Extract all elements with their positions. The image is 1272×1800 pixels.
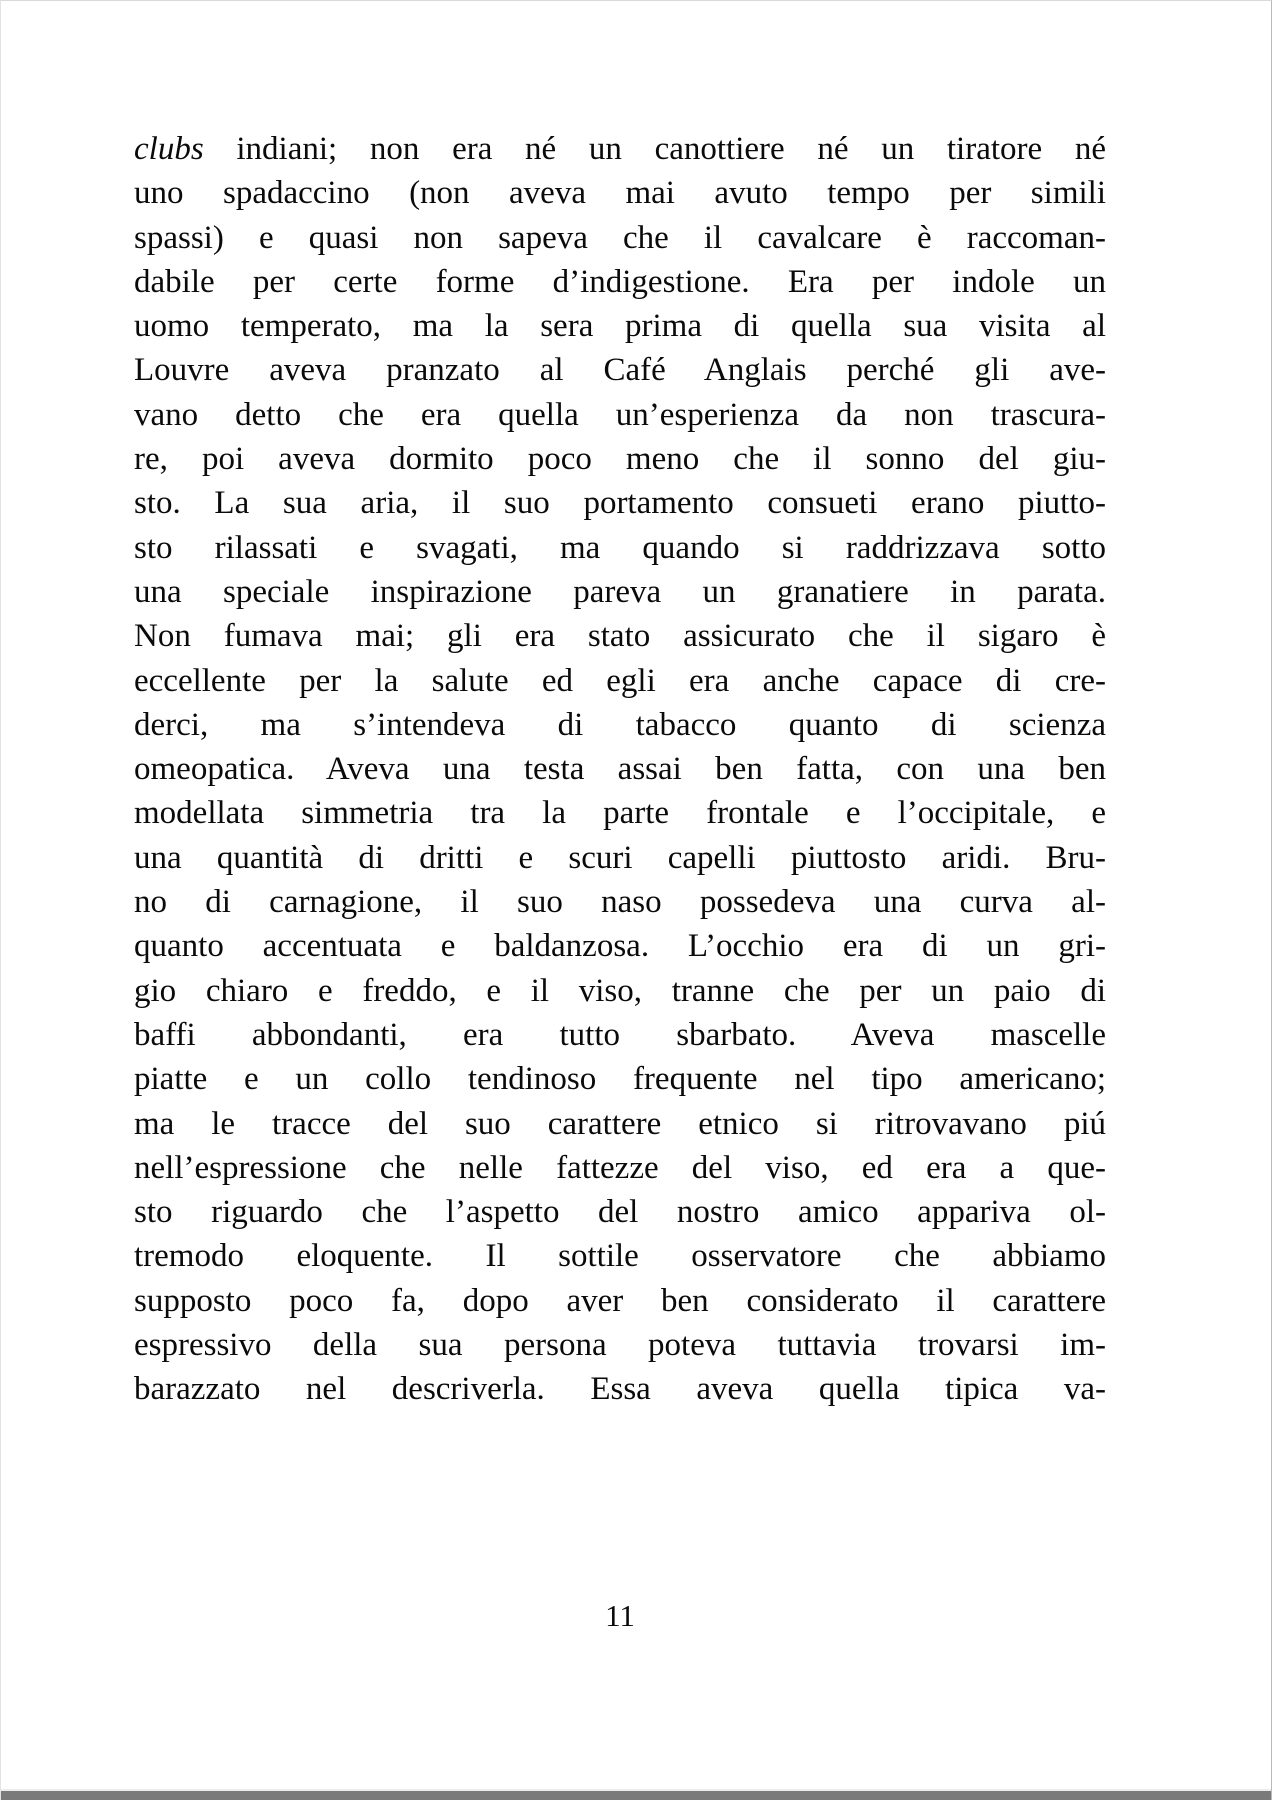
text-segment: supposto poco fa, dopo aver ben considerato il carattere	[134, 1282, 1106, 1319]
text-segment: omeopatica. Aveva una testa assai ben fatta, con una ben	[134, 751, 1106, 788]
text-segment: dabile per certe forme d’indigestione. Era per indole un	[134, 263, 1106, 300]
text-line	[134, 1323, 1106, 1367]
text-line	[134, 1234, 1106, 1278]
text-line	[134, 570, 1106, 614]
text-segment: quanto accentuata e baldanzosa. L’occhio era di un gri-	[134, 928, 1106, 965]
text-line	[134, 1367, 1106, 1411]
page-number: 11	[605, 1598, 635, 1633]
text-line	[134, 1279, 1106, 1323]
text-segment: gio chiaro e freddo, e il viso, tranne che per un paio di	[134, 972, 1106, 1009]
text-segment: indiani; non era né un canottiere né un tiratore né	[203, 131, 1106, 167]
text-line	[134, 659, 1106, 703]
text-segment: derci, ma s’intendeva di tabacco quanto di scienza	[134, 706, 1106, 743]
text-line	[134, 703, 1106, 747]
text-line	[134, 171, 1106, 215]
horizontal-scrollbar[interactable]	[1, 1789, 1271, 1800]
text-segment: tremodo eloquente. Il sottile osservatore che abbiamo	[134, 1238, 1106, 1275]
text-line	[134, 1146, 1106, 1190]
text-line	[134, 836, 1106, 880]
text-segment: no di carnagione, il suo naso possedeva una curva al-	[134, 884, 1106, 921]
text-line	[134, 526, 1106, 570]
text-segment: nell’espressione che nelle fattezze del viso, ed era a que-	[134, 1149, 1106, 1186]
text-line	[134, 969, 1106, 1013]
text-segment: vano detto che era quella un’esperienza da non trascura-	[134, 396, 1106, 433]
text-line	[134, 481, 1106, 525]
text-line	[134, 260, 1106, 304]
text-segment: eccellente per la salute ed egli era anche capace di cre-	[134, 662, 1106, 699]
text-line	[134, 348, 1106, 392]
text-segment: uno spadaccino (non aveva mai avuto tempo per simili	[134, 175, 1106, 212]
text-line	[134, 393, 1106, 437]
text-segment: Non fumava mai; gli era stato assicurato che il sigaro è	[134, 618, 1106, 655]
body-text	[134, 127, 1106, 1412]
text-segment: una speciale inspirazione pareva un granatiere in parata.	[134, 573, 1106, 610]
text-line	[134, 437, 1106, 481]
text-segment: sto riguardo che l’aspetto del nostro amico appariva ol-	[134, 1194, 1106, 1231]
text-line	[134, 1190, 1106, 1234]
text-segment: sto. La sua aria, il suo portamento consueti erano piutto-	[134, 485, 1106, 522]
text-segment: ma le tracce del suo carattere etnico si ritrovavano piú	[134, 1105, 1106, 1142]
text-segment: piatte e un collo tendinoso frequente nel tipo americano;	[134, 1061, 1106, 1098]
text-line	[134, 791, 1106, 835]
text-line	[134, 880, 1106, 924]
text-segment: spassi) e quasi non sapeva che il cavalcare è raccoman-	[134, 219, 1106, 256]
text-line	[134, 614, 1106, 658]
text-segment: uomo temperato, ma la sera prima di quella sua visita al	[134, 308, 1106, 345]
text-segment: Louvre aveva pranzato al Café Anglais perché gli ave-	[134, 352, 1106, 389]
text-line	[134, 747, 1106, 791]
italic-text-segment: clubs	[134, 131, 204, 167]
text-line	[134, 216, 1106, 260]
text-segment: barazzato nel descriverla. Essa aveva quella tipica va-	[134, 1371, 1106, 1408]
text-segment: una quantità di dritti e scuri capelli piuttosto aridi. Bru-	[134, 839, 1106, 876]
text-line	[134, 304, 1106, 348]
text-segment: sto rilassati e svagati, ma quando si raddrizzava sotto	[134, 529, 1106, 566]
text-segment: modellata simmetria tra la parte frontale e l’occipitale, e	[134, 795, 1106, 832]
text-line	[134, 1102, 1106, 1146]
text-line	[134, 1013, 1106, 1057]
text-line	[134, 1057, 1106, 1101]
text-segment: re, poi aveva dormito poco meno che il sonno del giu-	[134, 441, 1106, 478]
text-line	[134, 924, 1106, 968]
text-segment: espressivo della sua persona poteva tuttavia trovarsi im-	[134, 1327, 1106, 1364]
text-segment: baffi abbondanti, era tutto sbarbato. Aveva mascelle	[134, 1016, 1106, 1053]
text-line	[134, 127, 1106, 171]
